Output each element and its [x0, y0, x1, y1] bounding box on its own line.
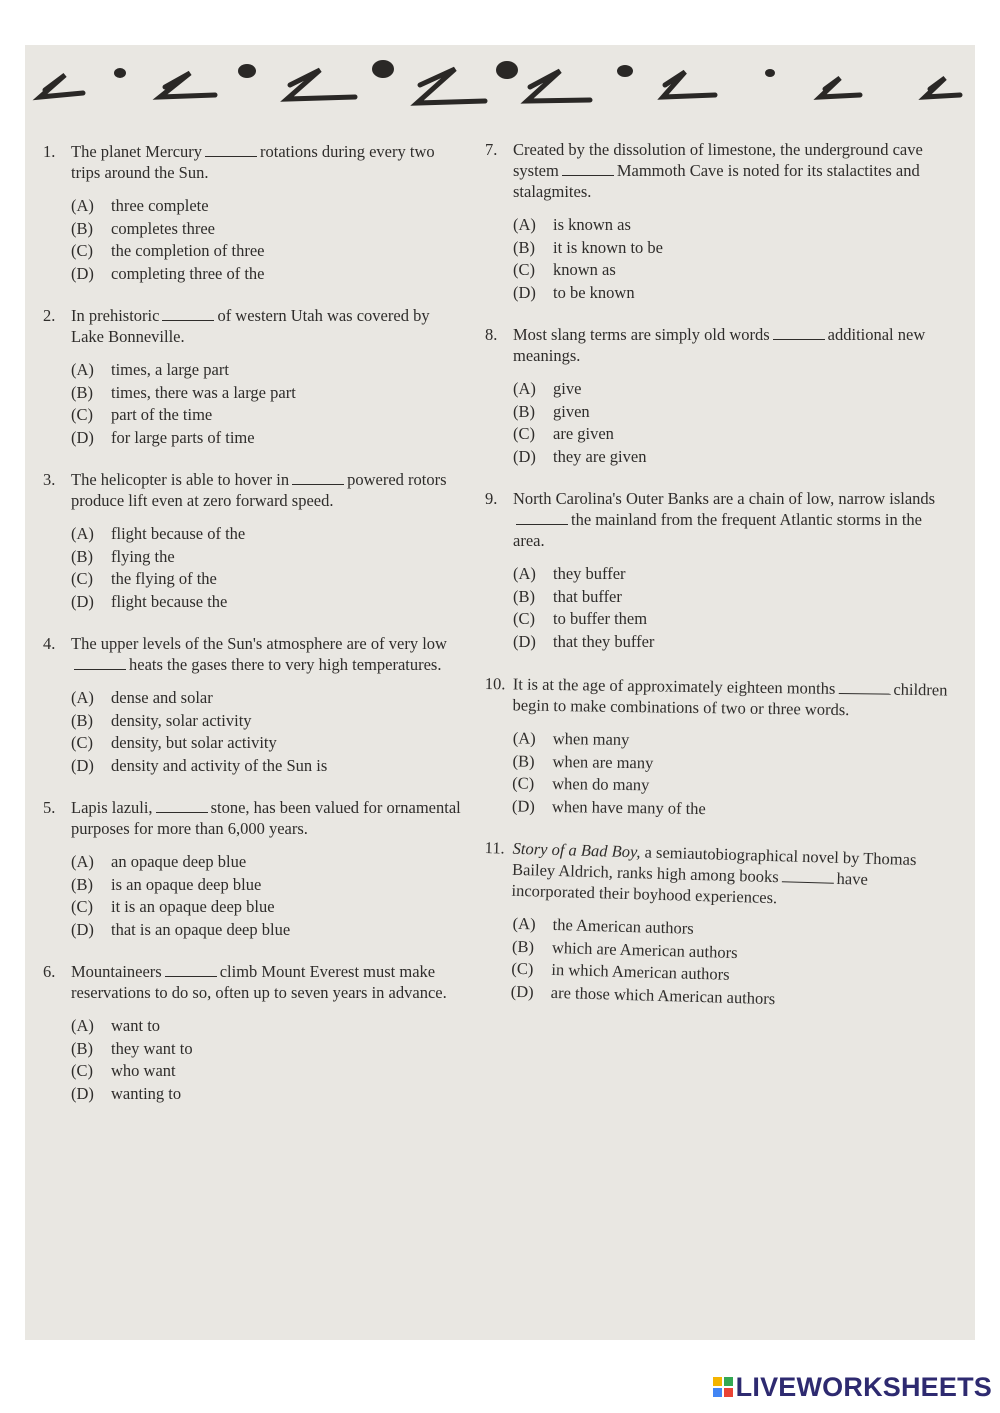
header-decoration — [25, 45, 975, 115]
option-letter: (C) — [71, 405, 93, 424]
option-text: is known as — [553, 215, 631, 234]
answer-option[interactable] — [513, 378, 955, 401]
option-letter: (C) — [512, 773, 535, 793]
question-stem — [43, 961, 463, 1003]
question-stem — [485, 139, 955, 202]
answer-blank[interactable] — [156, 800, 208, 813]
option-letter: (B) — [513, 237, 535, 257]
option-letter: (D) — [71, 427, 94, 447]
liveworksheets-logo-icon — [713, 1376, 733, 1398]
answer-option[interactable] — [71, 687, 463, 710]
option-letter: (D) — [71, 755, 94, 775]
question-stem — [43, 141, 463, 183]
answer-options — [484, 727, 955, 824]
question — [43, 633, 463, 777]
question — [485, 139, 955, 304]
option-text: when have many of the — [551, 796, 706, 818]
question — [485, 488, 955, 653]
answer-option[interactable] — [513, 259, 955, 282]
answer-options — [485, 214, 955, 304]
answer-options — [485, 378, 955, 468]
question-stem — [485, 488, 955, 551]
answer-options — [43, 359, 463, 449]
option-text: completes three — [111, 218, 215, 238]
option-text: given — [553, 401, 590, 421]
option-letter: (C) — [513, 424, 535, 443]
option-text: density, solar activity — [111, 710, 252, 730]
answer-option[interactable] — [71, 1060, 463, 1083]
answer-option[interactable] — [71, 1015, 463, 1038]
question-text-after-blank: Mammoth Cave is noted for its stalactites and stalagmites. — [513, 161, 920, 201]
answer-option[interactable] — [71, 240, 463, 263]
option-letter: (A) — [513, 379, 536, 398]
answer-option[interactable] — [513, 423, 955, 446]
answer-option[interactable] — [71, 359, 463, 382]
option-text: dense and solar — [111, 688, 213, 707]
question-text-after-blank: additional new meanings. — [513, 325, 926, 365]
answer-options — [43, 1015, 463, 1105]
option-text: when many — [552, 728, 630, 750]
book-title: Story of a Bad Boy, — [512, 838, 641, 862]
option-text: three complete — [111, 196, 209, 215]
right-column — [485, 139, 955, 1022]
question-text-before-blank: It is at the age of approximately eighteen months — [512, 674, 836, 698]
question-text-before-blank: Mountaineers — [71, 962, 162, 981]
question — [43, 797, 463, 941]
option-letter: (C) — [71, 1061, 93, 1080]
option-text: it is an opaque deep blue — [111, 897, 275, 916]
option-text: the American authors — [552, 914, 695, 938]
option-text: want to — [111, 1016, 161, 1035]
question-number: 8. — [485, 325, 498, 344]
answer-blank[interactable] — [292, 472, 344, 485]
option-letter: (D) — [71, 591, 94, 611]
answer-blank[interactable] — [838, 681, 890, 695]
option-text: in which American authors — [551, 959, 730, 984]
question-stem — [43, 633, 463, 675]
option-letter: (C) — [513, 260, 535, 279]
option-text: which are American authors — [551, 937, 738, 962]
option-text: when are many — [552, 751, 654, 772]
option-letter: (A) — [71, 524, 94, 543]
option-letter: (A) — [513, 215, 536, 234]
answer-blank[interactable] — [516, 512, 568, 525]
option-letter: (C) — [511, 958, 534, 979]
answer-option[interactable] — [71, 263, 463, 286]
question-text-before-blank: a semiautobiographical novel by Thomas Bailey Aldrich, ranks high among books — [511, 842, 917, 887]
option-letter: (B) — [71, 874, 93, 894]
option-text: an opaque deep blue — [111, 852, 247, 871]
option-text: are those which American authors — [550, 982, 776, 1008]
option-letter: (C) — [71, 733, 93, 752]
answer-option[interactable] — [513, 563, 955, 586]
question-text-before-blank: The helicopter is able to hover in — [71, 470, 290, 489]
question — [485, 673, 955, 817]
answer-option[interactable] — [71, 404, 463, 427]
option-text: the flying of the — [111, 569, 217, 588]
option-letter: (D) — [510, 981, 534, 1001]
question-text-before-blank: The upper levels of the Sun's atmosphere are of very low — [71, 634, 447, 653]
option-letter: (A) — [513, 564, 536, 583]
option-text: the completion of three — [111, 241, 265, 260]
scanned-page — [25, 45, 975, 1340]
left-column — [43, 141, 463, 1125]
question-text-before-blank: The planet Mercury — [71, 142, 203, 161]
option-text: part of the time — [111, 405, 213, 424]
answer-option[interactable] — [513, 631, 955, 654]
question-text-after-blank: rotations during every two trips around the Sun. — [71, 142, 435, 182]
answer-option[interactable] — [71, 874, 463, 897]
option-letter: (B) — [71, 1038, 93, 1058]
option-text: it is known to be — [553, 237, 663, 257]
answer-option[interactable] — [71, 195, 463, 218]
option-letter: (B) — [513, 586, 535, 606]
question-number: 7. — [485, 140, 498, 159]
option-letter: (A) — [512, 913, 536, 934]
question-text-before-blank: In prehistoric — [71, 306, 160, 325]
question-text-after-blank: powered rotors produce lift even at zero forward speed. — [71, 470, 447, 510]
option-text: to be known — [553, 282, 635, 302]
option-letter: (A) — [71, 1016, 94, 1035]
answer-option[interactable] — [71, 1038, 463, 1061]
answer-blank[interactable] — [162, 308, 214, 321]
option-letter: (A) — [71, 688, 94, 707]
option-letter: (C) — [71, 241, 93, 260]
option-text: completing three of the — [111, 263, 265, 283]
answer-option[interactable] — [512, 795, 954, 824]
question — [484, 837, 955, 1008]
question-text-after-blank: heats the gases there to very high temperatures. — [129, 655, 442, 674]
question-stem — [43, 469, 463, 511]
question — [43, 469, 463, 613]
answer-options — [482, 912, 954, 1015]
answer-option[interactable] — [71, 382, 463, 405]
answer-blank[interactable] — [562, 163, 614, 176]
question-number: 4. — [43, 634, 56, 653]
option-letter: (B) — [511, 936, 535, 956]
option-text: flying the — [111, 546, 175, 566]
question-text-before-blank: Lapis lazuli, — [71, 798, 153, 817]
option-text: times, there was a large part — [111, 382, 296, 402]
question — [43, 141, 463, 285]
answer-option[interactable] — [71, 710, 463, 733]
question-number: 5. — [43, 798, 56, 817]
question-stem — [43, 305, 463, 347]
option-letter: (D) — [71, 919, 94, 939]
question-number: 10. — [484, 673, 506, 694]
option-text: that is an opaque deep blue — [111, 919, 291, 939]
question-text-before-blank: North Carolina's Outer Banks are a chain of low, narrow islands — [513, 489, 936, 508]
question-text-after-blank: of western Utah was covered by Lake Bonneville. — [71, 306, 430, 346]
option-letter: (B) — [71, 218, 93, 238]
answer-options — [43, 195, 463, 285]
answer-option[interactable] — [71, 755, 463, 778]
answer-option[interactable] — [513, 586, 955, 609]
option-letter: (D) — [513, 631, 536, 651]
question-stem — [484, 673, 955, 722]
question — [43, 961, 463, 1105]
option-text: that buffer — [553, 586, 622, 606]
option-text: to buffer them — [553, 609, 648, 628]
option-letter: (D) — [511, 795, 535, 816]
question — [485, 324, 955, 468]
answer-option[interactable] — [513, 608, 955, 631]
question-text-after-blank: have incorporated their boyhood experiences. — [511, 868, 869, 908]
option-letter: (D) — [71, 1083, 94, 1103]
option-letter: (A) — [71, 196, 94, 215]
answer-option[interactable] — [71, 919, 463, 942]
question-text-before-blank: Most slang terms are simply old words — [513, 325, 770, 344]
option-text: is an opaque deep blue — [111, 874, 262, 894]
question-text-after-blank: the mainland from the frequent Atlantic storms in the area. — [513, 510, 922, 550]
question-number: 11. — [484, 837, 505, 858]
question-stem — [483, 837, 955, 913]
option-text: they want to — [111, 1038, 193, 1058]
answer-option[interactable] — [513, 214, 955, 237]
answer-option[interactable] — [71, 591, 463, 614]
option-letter: (A) — [71, 852, 94, 871]
answer-option[interactable] — [513, 237, 955, 260]
answer-blank[interactable] — [773, 327, 825, 340]
question-text-after-blank: children begin to make combinations of two or three words. — [512, 679, 948, 720]
liveworksheets-logo-text: LIVEWORKSHEETS — [735, 1371, 992, 1402]
question-number: 2. — [43, 306, 56, 325]
question-text-after-blank: stone, has been valued for ornamental purposes for more than 6,000 years. — [71, 798, 461, 838]
question-number: 9. — [485, 489, 498, 508]
answer-option[interactable] — [71, 1083, 463, 1106]
option-letter: (B) — [513, 401, 535, 421]
question-stem — [485, 324, 955, 366]
option-text: times, a large part — [111, 360, 229, 379]
answer-options — [43, 851, 463, 941]
option-text: give — [553, 379, 582, 398]
answer-option[interactable] — [71, 732, 463, 755]
option-letter: (C) — [71, 897, 93, 916]
option-text: flight because of the — [111, 524, 246, 543]
answer-blank[interactable] — [74, 657, 126, 670]
option-text: density and activity of the Sun is — [111, 755, 328, 775]
option-text: for large parts of time — [111, 427, 255, 447]
option-text: they are given — [553, 446, 647, 466]
option-text: known as — [553, 260, 616, 279]
option-letter: (B) — [71, 546, 93, 566]
option-letter: (B) — [71, 710, 93, 730]
answer-options — [43, 687, 463, 777]
option-letter: (D) — [513, 282, 536, 302]
answer-options — [485, 563, 955, 653]
question-stem — [43, 797, 463, 839]
question-number: 6. — [43, 962, 56, 981]
answer-option[interactable] — [71, 568, 463, 591]
question-text-after-blank: climb Mount Everest must make reservations to do so, often up to seven years in advance. — [71, 962, 447, 1002]
answer-option[interactable] — [71, 546, 463, 569]
liveworksheets-logo — [713, 1373, 992, 1401]
answer-option[interactable] — [513, 282, 955, 305]
option-letter: (C) — [71, 569, 93, 588]
answer-option[interactable] — [71, 851, 463, 874]
question-number: 1. — [43, 142, 56, 161]
answer-option[interactable] — [513, 401, 955, 424]
option-text: flight because the — [111, 591, 228, 611]
option-letter: (B) — [512, 750, 535, 771]
answer-blank[interactable] — [782, 869, 834, 883]
answer-blank[interactable] — [165, 964, 217, 977]
answer-option[interactable] — [71, 896, 463, 919]
option-text: that they buffer — [553, 631, 655, 651]
option-letter: (C) — [513, 609, 535, 628]
answer-option[interactable] — [513, 446, 955, 469]
answer-blank[interactable] — [205, 144, 257, 157]
option-letter: (A) — [71, 360, 94, 379]
option-text: are given — [553, 424, 614, 443]
question-number: 3. — [43, 470, 56, 489]
answer-option[interactable] — [71, 427, 463, 450]
option-letter: (D) — [71, 263, 94, 283]
option-text: when do many — [552, 773, 650, 795]
answer-options — [43, 523, 463, 613]
answer-option[interactable] — [71, 218, 463, 241]
option-letter: (D) — [513, 446, 536, 466]
question-text-before-blank: Created by the dissolution of limestone, the underground cave system — [513, 140, 923, 180]
option-letter: (B) — [71, 382, 93, 402]
option-letter: (A) — [512, 728, 536, 748]
option-text: they buffer — [553, 564, 626, 583]
option-text: wanting to — [111, 1083, 182, 1103]
answer-option[interactable] — [71, 523, 463, 546]
question — [43, 305, 463, 449]
option-text: who want — [111, 1061, 176, 1080]
option-text: density, but solar activity — [111, 733, 277, 752]
